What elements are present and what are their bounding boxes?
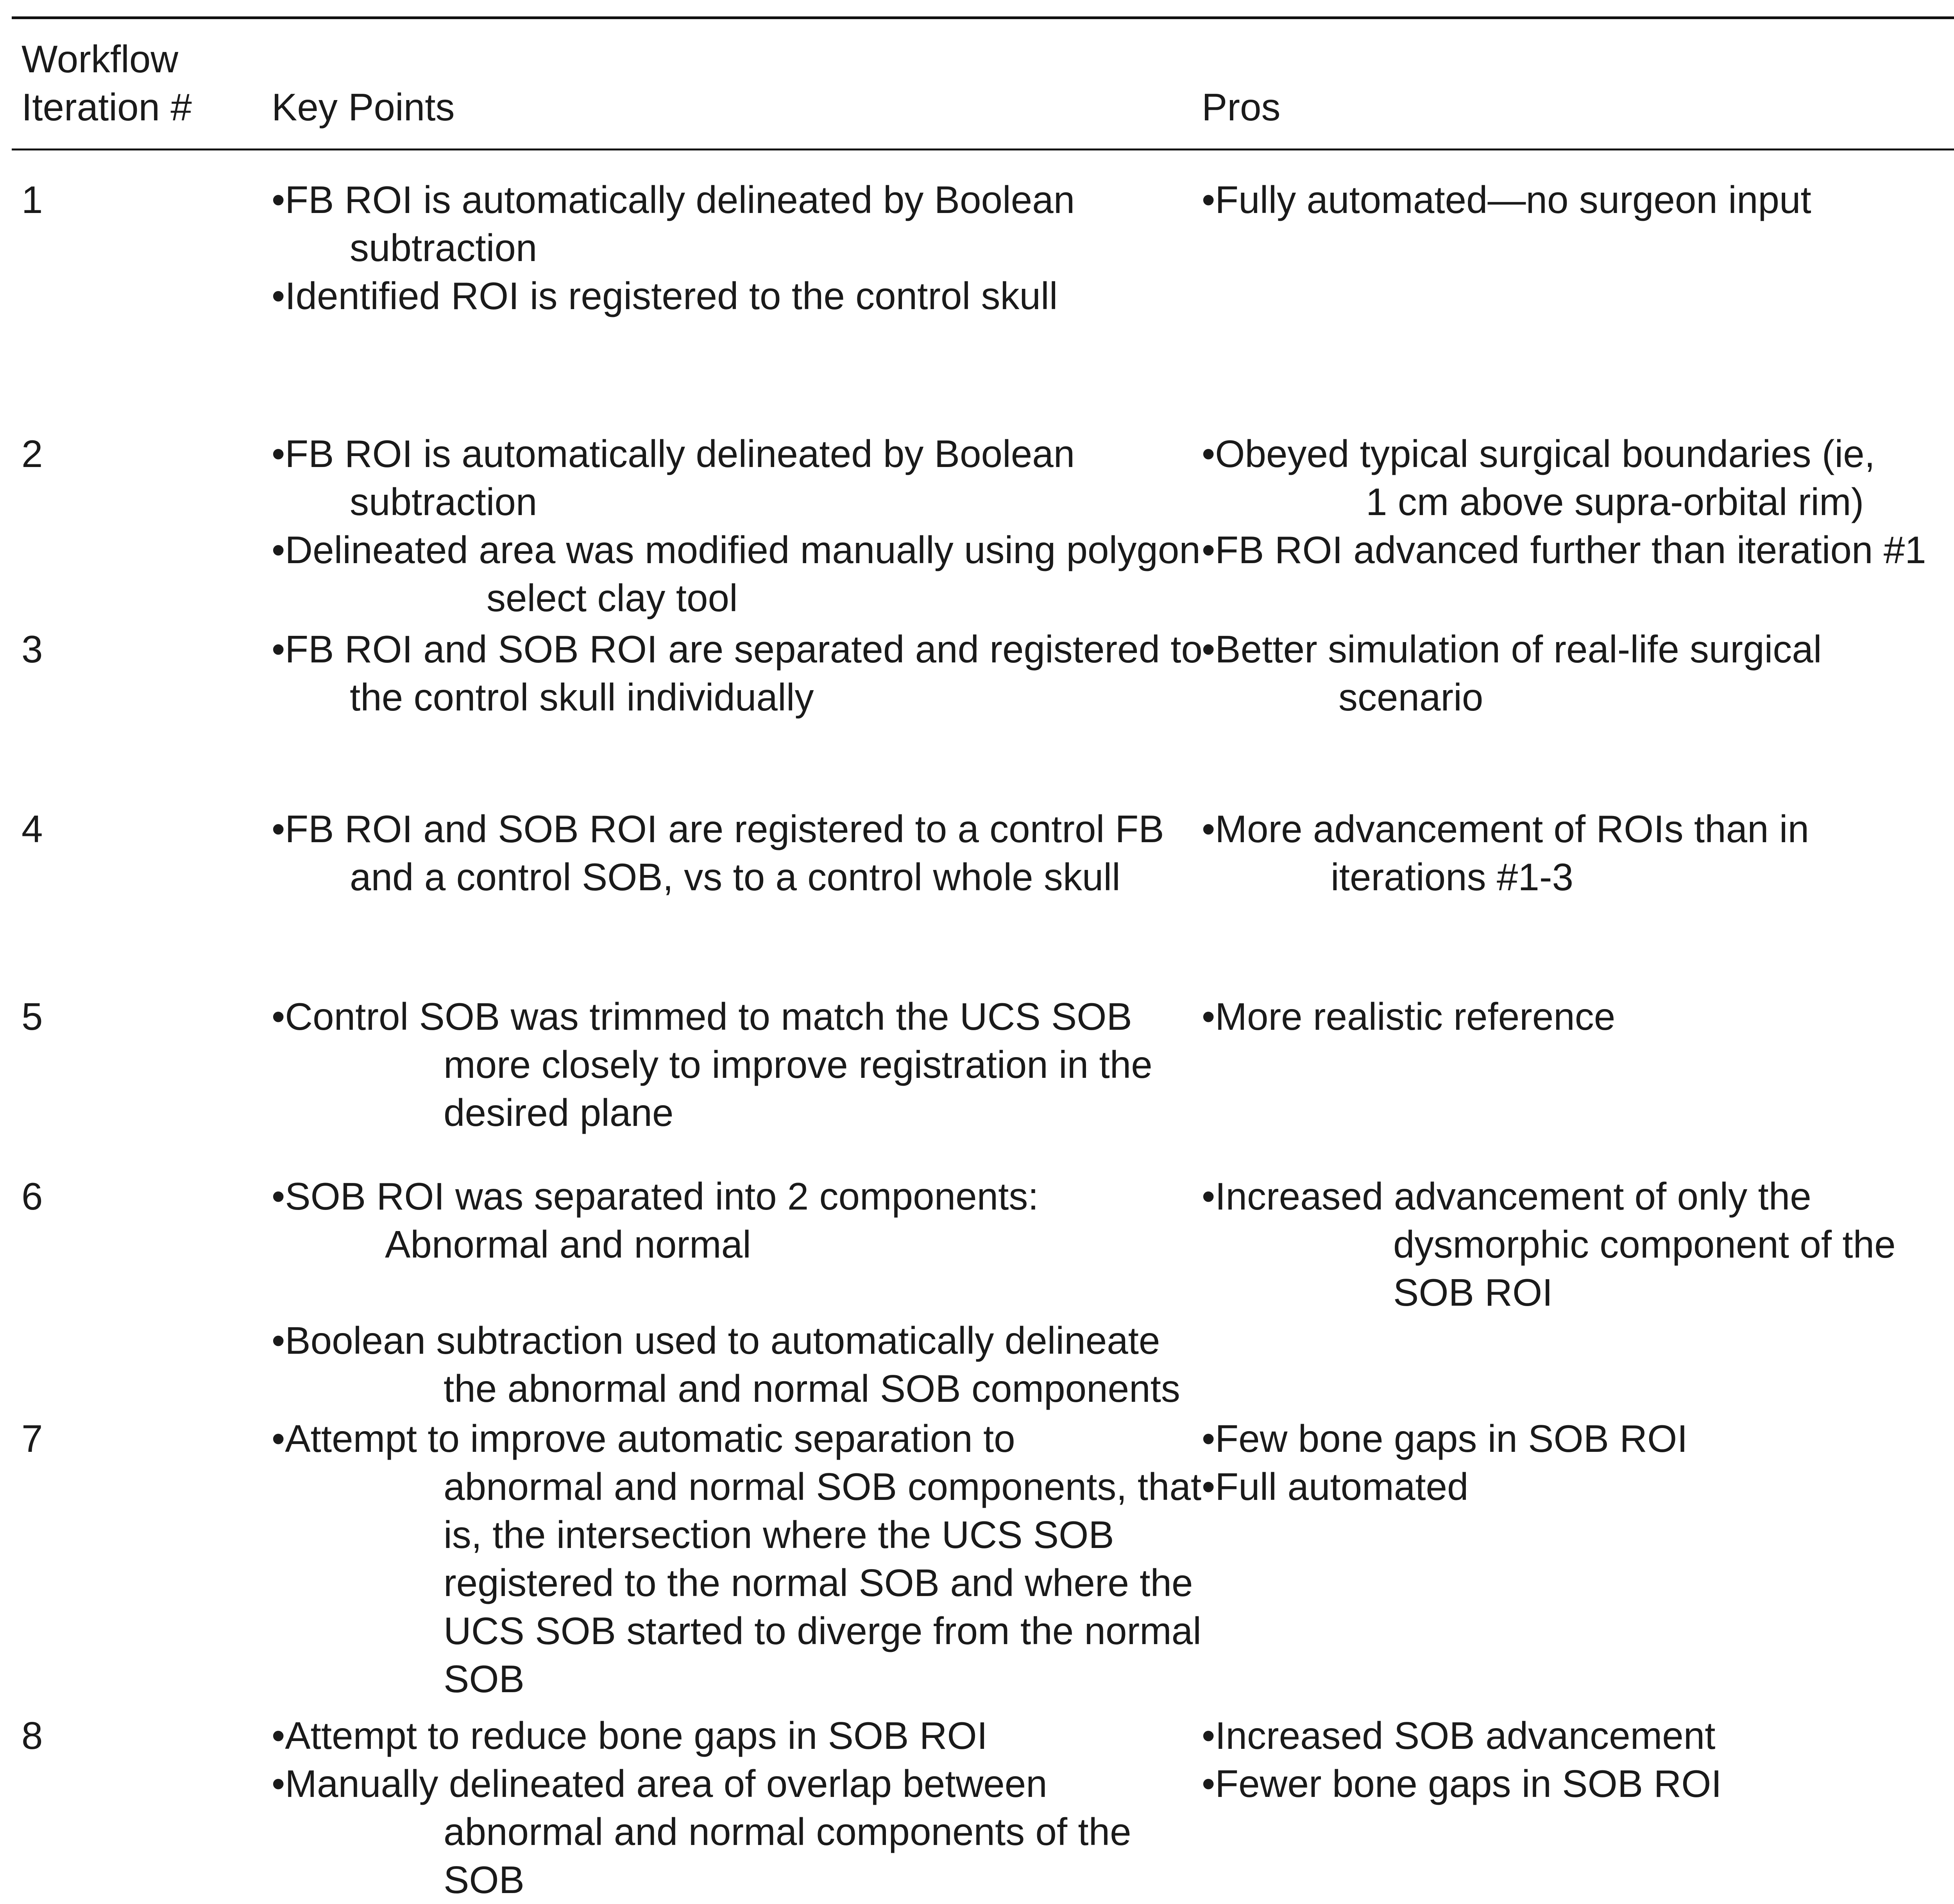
bullet-text: •Better simulation of real-life surgical bbox=[1202, 628, 1822, 671]
bullet-continuation: and a control SOB, vs to a control whole skull bbox=[350, 855, 1120, 898]
bullet-continuation: abnormal and normal SOB components, that bbox=[444, 1465, 1202, 1508]
bullet-continuation: select clay tool bbox=[487, 576, 738, 619]
pros-cell bbox=[1202, 1172, 1896, 1317]
key-points-cell bbox=[272, 625, 1202, 721]
header-bottom-rule bbox=[12, 149, 1954, 150]
header-key-points: Key Points bbox=[272, 86, 455, 129]
bullet-continuation: is, the intersection where the UCS SOB bbox=[444, 1513, 1114, 1556]
bullet-continuation: more closely to improve registration in the bbox=[444, 1043, 1152, 1086]
key-points-cell bbox=[272, 1172, 1180, 1413]
bullet-text: •Identified ROI is registered to the control skull bbox=[272, 274, 1058, 317]
bullet-text: •More advancement of ROIs than in bbox=[1202, 807, 1809, 850]
pros-cell bbox=[1202, 805, 1809, 901]
bullet-text: •FB ROI advanced further than iteration #1 bbox=[1202, 528, 1926, 571]
iteration-number: 4 bbox=[21, 807, 43, 850]
bullet-text: •Increased SOB advancement bbox=[1202, 1714, 1716, 1757]
key-points-cell bbox=[272, 430, 1201, 622]
bullet-continuation: UCS SOB started to diverge from the normal bbox=[444, 1609, 1201, 1652]
bullet-continuation: SOB bbox=[444, 1657, 524, 1700]
iteration-number: 8 bbox=[21, 1714, 43, 1757]
key-points-cell bbox=[272, 993, 1152, 1137]
bullet-continuation: subtraction bbox=[350, 480, 537, 523]
bullet-text: •FB ROI and SOB ROI are registered to a control FB bbox=[272, 807, 1164, 850]
bullet-continuation: SOB ROI bbox=[1393, 1271, 1553, 1314]
bullet-text: •Attempt to improve automatic separation to bbox=[272, 1417, 1015, 1460]
bullet-text: •Full automated bbox=[1202, 1465, 1469, 1508]
header-iteration: Workflow Iteration # bbox=[21, 38, 192, 129]
pros-cell bbox=[1202, 1712, 1722, 1808]
bullet-text: •Few bone gaps in SOB ROI bbox=[1202, 1417, 1688, 1460]
bullet-text: •FB ROI is automatically delineated by Boolean bbox=[272, 432, 1075, 475]
key-points-cell bbox=[272, 1712, 1131, 1904]
bullet-continuation: SOB bbox=[444, 1858, 524, 1901]
bullet-text: •FB ROI and SOB ROI are separated and registered to bbox=[272, 628, 1203, 671]
bullet-continuation: subtraction bbox=[350, 226, 537, 269]
bullet-text: •Delineated area was modified manually using polygon bbox=[272, 528, 1201, 571]
bullet-continuation: 1 cm above supra-orbital rim) bbox=[1366, 480, 1864, 523]
iteration-number: 3 bbox=[21, 628, 43, 671]
iteration-number: 2 bbox=[21, 432, 43, 475]
key-points-cell bbox=[272, 805, 1164, 901]
bullet-continuation: dysmorphic component of the bbox=[1393, 1223, 1896, 1266]
bullet-continuation: Abnormal and normal bbox=[385, 1223, 751, 1266]
pros-cell bbox=[1202, 176, 1811, 224]
pros-cell bbox=[1202, 1415, 1688, 1511]
bullet-text: •Attempt to reduce bone gaps in SOB ROI bbox=[272, 1714, 988, 1757]
header-pros: Pros bbox=[1202, 86, 1281, 129]
bullet-continuation: iterations #1-3 bbox=[1331, 855, 1574, 898]
pros-cell bbox=[1202, 430, 1926, 574]
table-top-rule bbox=[12, 16, 1954, 19]
bullet-text: •Increased advancement of only the bbox=[1202, 1175, 1811, 1218]
bullet-text: •FB ROI is automatically delineated by Boolean bbox=[272, 178, 1075, 221]
pros-cell bbox=[1202, 993, 1615, 1041]
bullet-continuation: the abnormal and normal SOB components bbox=[444, 1367, 1180, 1410]
bullet-continuation: abnormal and normal components of the bbox=[444, 1810, 1131, 1853]
bullet-text: •Boolean subtraction used to automatically delineate bbox=[272, 1319, 1160, 1362]
key-points-cell bbox=[272, 176, 1075, 320]
bullet-text: •Control SOB was trimmed to match the UCS SOB bbox=[272, 995, 1132, 1038]
bullet-text: •More realistic reference bbox=[1202, 995, 1616, 1038]
key-points-cell bbox=[272, 1415, 1201, 1703]
iteration-number: 1 bbox=[21, 178, 43, 221]
bullet-text: •SOB ROI was separated into 2 components: bbox=[272, 1175, 1039, 1218]
bullet-continuation: the control skull individually bbox=[350, 676, 814, 719]
bullet-continuation: registered to the normal SOB and where the bbox=[444, 1561, 1193, 1604]
bullet-text: •Fully automated—no surgeon input bbox=[1202, 178, 1811, 221]
iteration-number: 6 bbox=[21, 1175, 43, 1218]
bullet-continuation: scenario bbox=[1338, 676, 1483, 719]
bullet-text: •Fewer bone gaps in SOB ROI bbox=[1202, 1762, 1722, 1805]
bullet-text: •Manually delineated area of overlap between bbox=[272, 1762, 1047, 1805]
pros-cell bbox=[1202, 625, 1822, 721]
iteration-number: 7 bbox=[21, 1417, 43, 1460]
bullet-continuation: desired plane bbox=[444, 1091, 674, 1134]
bullet-text: •Obeyed typical surgical boundaries (ie, bbox=[1202, 432, 1875, 475]
iteration-number: 5 bbox=[21, 995, 43, 1038]
